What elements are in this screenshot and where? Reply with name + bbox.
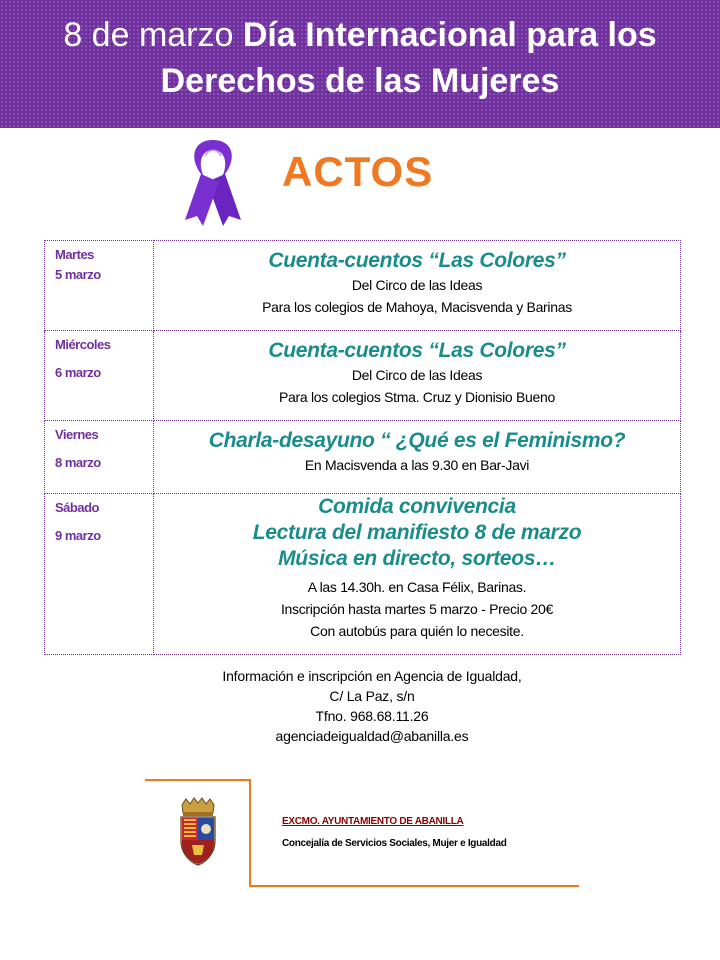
day-date: 6 marzo (55, 365, 101, 380)
event-title: Lectura del manifiesto 8 de marzo (252, 521, 582, 544)
event-cell (154, 241, 681, 331)
footer-divider-vertical (249, 779, 251, 887)
event-detail: Inscripción hasta martes 5 marzo - Precio 20€ (280, 601, 554, 617)
event-title: Comida convivencia (318, 495, 516, 518)
contact-email: agenciadeigualdad@abanilla.es (275, 728, 469, 744)
header-title-line2: Derechos de las Mujeres (160, 62, 560, 100)
awareness-ribbon-icon (183, 136, 243, 228)
events-table (44, 240, 681, 655)
event-detail: A las 14.30h. en Casa Félix, Barinas. (307, 579, 527, 595)
event-detail: Con autobús para quién lo necesite. (310, 623, 524, 639)
contact-line: Información e inscripción en Agencia de Igualdad, (222, 668, 522, 684)
day-cell (45, 421, 154, 494)
footer-divider-top (145, 779, 250, 781)
event-title: Cuenta-cuentos “Las Colores” (268, 249, 566, 272)
event-cell (154, 331, 681, 421)
header-title-part1: Día Internacional para los (242, 16, 657, 54)
section-title: ACTOS (282, 148, 434, 195)
contact-address: C/ La Paz, s/n (329, 688, 415, 704)
event-detail: En Macisvenda a las 9.30 en Bar-Javi (304, 457, 530, 473)
footer-divider-bottom (249, 885, 579, 887)
event-cell (154, 421, 681, 494)
day-name: Miércoles (55, 337, 111, 352)
organization-name: EXCMO. AYUNTAMIENTO DE ABANILLA (282, 816, 464, 827)
event-detail: Del Circo de las Ideas (351, 277, 483, 293)
contact-info (172, 666, 572, 746)
header-banner (0, 0, 720, 128)
event-title: Música en directo, sorteos… (278, 547, 556, 570)
day-cell (45, 331, 154, 421)
header-title-line1 (0, 14, 720, 56)
table-row (45, 331, 681, 421)
event-detail: Para los colegios Stma. Cruz y Dionisio Bueno (279, 389, 555, 405)
day-date: 5 marzo (55, 267, 101, 282)
day-date: 8 marzo (55, 455, 101, 470)
event-title: Cuenta-cuentos “Las Colores” (268, 339, 566, 362)
table-row (45, 421, 681, 494)
day-name: Viernes (55, 427, 99, 442)
header-date: 8 de marzo (63, 16, 234, 54)
day-name: Sábado (55, 500, 99, 515)
event-detail: Para los colegios de Mahoya, Macisvenda y Barinas (262, 299, 572, 315)
day-date: 9 marzo (55, 528, 101, 543)
day-cell (45, 494, 154, 655)
department-name: Concejalía de Servicios Sociales, Mujer e Igualdad (282, 838, 507, 849)
event-detail: Del Circo de las Ideas (351, 367, 483, 383)
event-title: Charla-desayuno “ ¿Qué es el Feminismo? (208, 429, 626, 452)
table-row (45, 241, 681, 331)
event-cell (154, 494, 681, 655)
day-cell (45, 241, 154, 331)
contact-phone: Tfno. 968.68.11.26 (315, 708, 429, 724)
day-name: Martes (55, 247, 94, 262)
coat-of-arms-crest (176, 797, 220, 867)
table-row (45, 494, 681, 655)
